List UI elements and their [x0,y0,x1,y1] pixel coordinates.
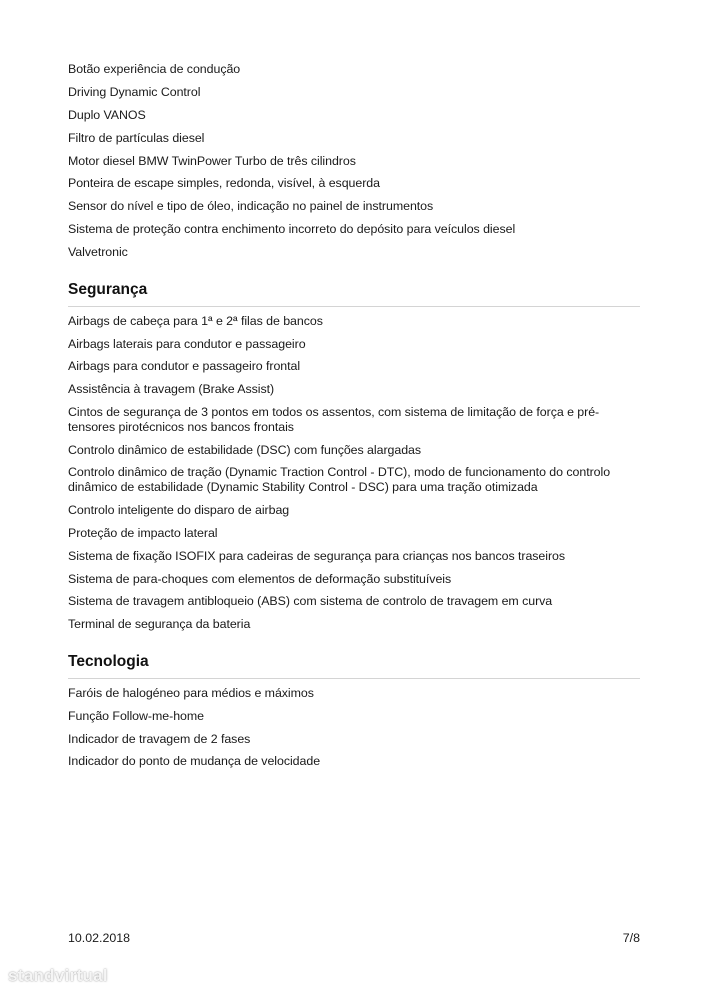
list-item: Sistema de travagem antibloqueio (ABS) com sistema de controlo de travagem em curva [68,594,553,609]
list-item: Airbags para condutor e passageiro frontal [68,359,301,374]
list-item: Sensor do nível e tipo de óleo, indicação no painel de instrumentos [68,199,434,214]
section-divider [68,306,640,307]
list-item: Duplo VANOS [68,107,146,122]
list-item: Motor diesel BMW TwinPower Turbo de três cilindros [68,153,356,168]
list-item: Driving Dynamic Control [68,84,201,99]
list-item: Sistema de fixação ISOFIX para cadeiras de segurança para crianças nos bancos traseiros [68,548,566,563]
list-item: Airbags de cabeça para 1ª e 2ª filas de bancos [68,313,323,328]
list-item: Faróis de halogéneo para médios e máximos [68,685,314,700]
list-item: Airbags laterais para condutor e passageiro [68,336,306,351]
section-divider [68,678,640,679]
section-title-tecnologia: Tecnologia [68,652,149,670]
list-item: Indicador de travagem de 2 fases [68,731,251,746]
list-item: Cintos de segurança de 3 pontos em todos os assentos, com sistema de limitação de força e pré-tensores pirotécnicos nos bancos frontais [68,405,600,434]
list-item: Controlo dinâmico de estabilidade (DSC) com funções alargadas [68,442,422,457]
list-item: Terminal de segurança da bateria [68,617,251,632]
list-item: Botão experiência de condução [68,62,241,76]
section-title-seguranca: Segurança [68,280,148,298]
list-item: Indicador do ponto de mudança de velocidade [68,754,321,769]
footer-date: 10.02.2018 [68,931,131,945]
list-item: Proteção de impacto lateral [68,525,218,540]
list-item: Ponteira de escape simples, redonda, visível, à esquerda [68,176,380,191]
list-item: Sistema de proteção contra enchimento incorreto do depósito para veículos diesel [68,222,516,237]
list-item: Sistema de para-choques com elementos de deformação substituíveis [68,571,452,586]
list-item: Valvetronic [68,245,128,260]
equipment-list-motor [68,62,640,260]
footer-page-number: 7/8 [622,931,640,945]
list-item: Função Follow-me-home [68,708,204,723]
list-item: Filtro de partículas diesel [68,130,205,145]
list-item: Assistência à travagem (Brake Assist) [68,382,275,397]
equipment-list-seguranca [68,314,640,632]
list-item: Controlo inteligente do disparo de airbag [68,502,290,517]
standvirtual-watermark-logo: standvirtual [8,966,108,985]
document-page [68,62,640,777]
equipment-list-tecnologia [68,686,640,769]
list-item: Controlo dinâmico de tração (Dynamic Traction Control - DTC), modo de funcionamento do controlo dinâmico de estabilidade (Dynamic Stability Control - DSC) para uma tração otimizada [68,465,611,494]
